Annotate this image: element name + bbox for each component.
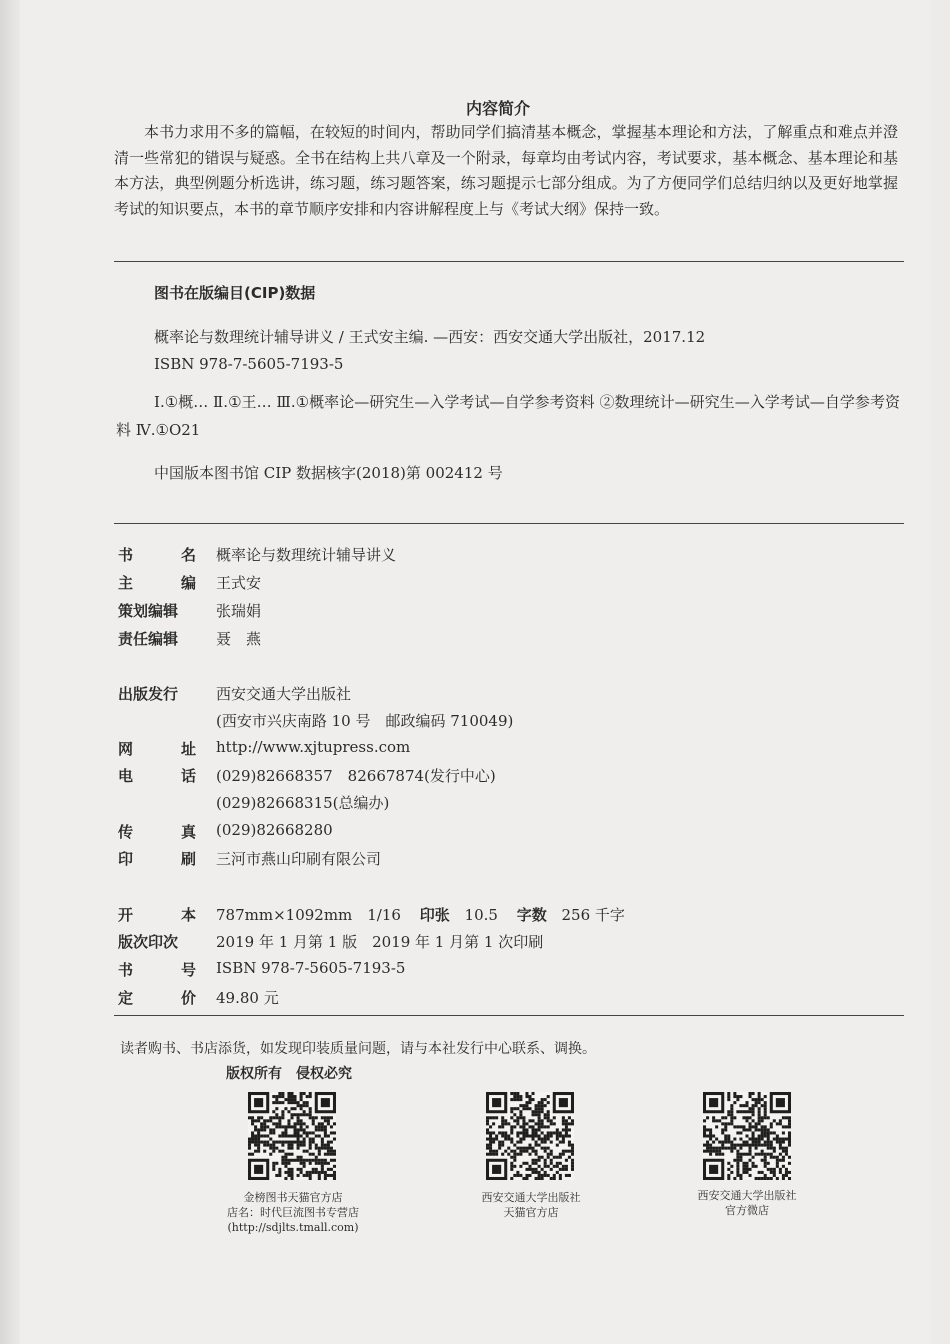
website-link[interactable]: http://www.xjtupress.com: [216, 738, 411, 756]
publisher-value: 西安交通大学出版社: [216, 685, 352, 703]
info-row-fax: [118, 821, 333, 842]
sheets-label: 印张: [419, 906, 450, 924]
info-row-planning-editor: [118, 600, 261, 621]
info-label: 版次印次: [118, 933, 179, 951]
sheets-value: 10.5: [464, 906, 498, 924]
qr-caption-line: 官方微店: [725, 1204, 769, 1217]
qr-caption-line: 西安交通大学出版社: [481, 1191, 581, 1204]
qr-caption: [198, 1190, 388, 1235]
info-label: 印 刷: [118, 850, 196, 868]
info-label: 网 址: [118, 740, 196, 758]
info-label: 策划编辑: [118, 602, 179, 620]
printer-value: 三河市燕山印刷有限公司: [216, 850, 382, 868]
info-label: 定 价: [118, 989, 196, 1007]
phone-value: (029)82668357 82667874(发行中心): [216, 767, 496, 785]
info-row-publisher: [118, 683, 351, 704]
info-row-website: [118, 738, 410, 759]
qr-caption-line: 天猫官方店: [503, 1206, 559, 1219]
words-value: 256 千字: [561, 906, 625, 924]
cip-library-number: 中国版本图书馆 CIP 数据核字(2018)第 002412 号: [154, 464, 503, 482]
format-size: 787mm×1092mm 1/16: [216, 906, 401, 924]
info-label: 传 真: [118, 823, 196, 841]
edition-value: 2019 年 1 月第 1 版 2019 年 1 月第 1 次印刷: [216, 933, 544, 951]
qr-block-weidian: [703, 1092, 791, 1184]
info-label: 主 编: [118, 574, 196, 592]
qr-caption-line: 西安交通大学出版社: [697, 1189, 797, 1202]
qr-code-icon[interactable]: [248, 1092, 336, 1180]
footer-note: 读者购书、书店添货，如发现印装质量问题，请与本社发行中心联系、调换。: [120, 1041, 596, 1057]
planning-editor-value: 张瑞娟: [216, 602, 262, 620]
words-label: 字数: [516, 906, 547, 924]
info-row-price: [118, 987, 279, 1008]
book-number-value: ISBN 978-7-5605-7193-5: [216, 959, 406, 977]
info-label: 开 本: [118, 906, 196, 924]
cip-title-line: 概率论与数理统计辅导讲义 / 王式安主编. —西安：西安交通大学出版社，2017.12: [154, 328, 706, 346]
fax-value: (029)82668280: [216, 821, 333, 839]
info-row-edition: [118, 931, 543, 952]
info-row-book-number: [118, 959, 405, 980]
info-row-book-name: [118, 544, 396, 565]
cip-classification: Ⅰ.①概… Ⅱ.①王… Ⅲ.①概率论—研究生—入学考试—自学参考资料 ②数理统计—研究生—入学考试—自学参考资料 Ⅳ.①O21: [116, 393, 900, 439]
page-gutter-shadow: [0, 0, 22, 1344]
qr-code-icon[interactable]: [486, 1092, 574, 1180]
cip-isbn: ISBN 978-7-5605-7193-5: [154, 355, 344, 373]
info-row-format: [118, 904, 625, 925]
info-row-phone: [118, 765, 496, 786]
intro-text: [114, 120, 898, 222]
qr-block-tmall-xjtu: [486, 1092, 574, 1184]
info-row-printer: [118, 848, 381, 869]
qr-caption-line: 金榜图书天猫官方店: [243, 1191, 343, 1204]
phone-value-2: (029)82668315(总编办): [216, 794, 390, 812]
responsible-editor-value: 聂 燕: [216, 630, 262, 648]
qr-caption-line: 店名：时代巨流图书专营店: [227, 1206, 359, 1219]
qr-caption: [436, 1190, 626, 1220]
divider: [114, 1015, 904, 1016]
qr-block-tmall-jinbang: [248, 1092, 336, 1184]
qr-code-icon[interactable]: [703, 1092, 791, 1180]
qr-caption-line: (http://sdjlts.tmall.com): [227, 1221, 359, 1234]
info-label: 电 话: [118, 767, 196, 785]
format-value: [216, 904, 625, 925]
info-label: 书 名: [118, 546, 196, 564]
rights-statement: 版权所有 侵权必究: [226, 1066, 352, 1082]
info-row-editor: [118, 572, 261, 593]
divider: [114, 523, 904, 524]
info-label: 责任编辑: [118, 630, 179, 648]
qr-caption: [652, 1188, 842, 1218]
editor-value: 王式安: [216, 574, 262, 592]
publisher-address: (西安市兴庆南路 10 号 邮政编码 710049): [216, 712, 514, 730]
info-label: 出版发行: [118, 685, 179, 703]
price-value: 49.80 元: [216, 989, 279, 1007]
cip-heading: 图书在版编目(CIP)数据: [154, 284, 316, 302]
info-row-responsible-editor: [118, 628, 261, 649]
book-name-value: 概率论与数理统计辅导讲义: [216, 546, 397, 564]
info-label: 书 号: [118, 961, 196, 979]
intro-paragraph: 本书力求用不多的篇幅，在较短的时间内，帮助同学们搞清基本概念，掌握基本理论和方法，了解重点和难点并澄清一些常犯的错误与疑惑。全书在结构上共八章及一个附录，每章均由考试内容，考试要求，基本概念、基本理论和基本方法，典型例题分析选讲，练习题，练习题答案，练习题提示七部分组成。为了方便同学们总结归纳以及更好地掌握考试的知识要点，本书的章节顺序安排和内容讲解程度上与《考试大纲》保持一致。: [114, 123, 898, 218]
intro-title: 内容简介: [466, 99, 531, 118]
divider: [114, 261, 904, 262]
